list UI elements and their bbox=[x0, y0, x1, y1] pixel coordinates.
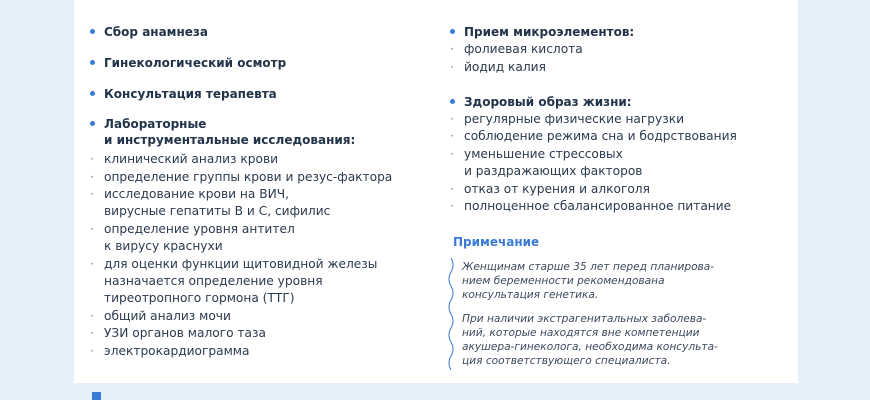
bullet-dot-icon bbox=[450, 99, 455, 104]
bullet-dot-icon bbox=[90, 91, 95, 96]
item-title-line: Лабораторные bbox=[104, 117, 207, 131]
note-paragraph-line: При наличии экстрагенитальных заболева- bbox=[462, 313, 707, 325]
bullet-dot-icon bbox=[90, 121, 95, 126]
item-lifestyle bbox=[450, 94, 632, 110]
list-item: · определение группы крови и резус-фактора bbox=[90, 170, 393, 184]
list-item: · отказ от курения и алкоголя bbox=[450, 182, 650, 196]
note-paragraph-line: ний, которые находятся вне компетенции bbox=[462, 327, 700, 339]
list-item: · общий анализ мочи bbox=[90, 309, 231, 323]
note-paragraph-line: ция соответствующего специалиста. bbox=[462, 355, 671, 367]
list-item: · определение уровня антител bbox=[90, 222, 295, 236]
note-title: Примечание bbox=[453, 235, 540, 249]
item-microelements bbox=[450, 24, 634, 40]
next-heading-fragment bbox=[92, 392, 101, 400]
note-paragraph-line: консультация генетика. bbox=[462, 289, 599, 301]
note-paragraph-line: нием беременности рекомендована bbox=[462, 275, 665, 287]
bullet-dot-icon bbox=[90, 60, 95, 65]
list-item: · регулярные физические нагрузки bbox=[450, 112, 685, 126]
note-paragraph-line: акушера-гинеколога, необходима консульта- bbox=[462, 341, 718, 353]
list-item: · фолиевая кислота bbox=[450, 42, 583, 56]
wavy-line-icon bbox=[446, 258, 456, 370]
item-gyn-exam bbox=[90, 55, 286, 71]
list-item-continuation: вирусные гепатиты В и С, сифилис bbox=[104, 204, 331, 218]
item-title-block bbox=[104, 116, 355, 148]
list-item: · клинический анализ крови bbox=[90, 152, 279, 166]
item-title: Сбор анамнеза bbox=[104, 25, 208, 39]
note-paragraph-line: Женщинам старше 35 лет перед планирова- bbox=[462, 261, 715, 273]
list-item: · исследование крови на ВИЧ, bbox=[90, 187, 289, 201]
bullet-dot-icon bbox=[90, 29, 95, 34]
bullet-dot-icon bbox=[450, 29, 455, 34]
item-title: Гинекологический осмотр bbox=[104, 56, 287, 70]
list-item: · УЗИ органов малого таза bbox=[90, 326, 266, 340]
list-item: · полноценное сбалансированное питание bbox=[450, 199, 732, 213]
item-title: Консультация терапевта bbox=[104, 87, 277, 101]
list-item-continuation: тиреотропного гормона (ТТГ) bbox=[104, 291, 295, 305]
item-lab-tests bbox=[90, 116, 355, 148]
item-title-line: и инструментальные исследования: bbox=[104, 133, 356, 147]
list-item-continuation: к вирусу краснухи bbox=[104, 239, 223, 253]
item-anamnesis bbox=[90, 24, 208, 40]
list-item: · уменьшение стрессовых bbox=[450, 147, 623, 161]
list-item: · электрокардиограмма bbox=[90, 344, 250, 358]
item-title: Здоровый образ жизни: bbox=[464, 95, 632, 109]
list-item: · соблюдение режима сна и бодрствования bbox=[450, 129, 737, 143]
list-item: · йодид калия bbox=[450, 60, 546, 74]
item-therapist bbox=[90, 86, 277, 102]
list-item-continuation: назначается определение уровня bbox=[104, 274, 323, 288]
list-item-continuation: и раздражающих факторов bbox=[464, 164, 643, 178]
list-item: · для оценки функции щитовидной железы bbox=[90, 257, 378, 271]
item-title: Прием микроэлементов: bbox=[464, 25, 635, 39]
